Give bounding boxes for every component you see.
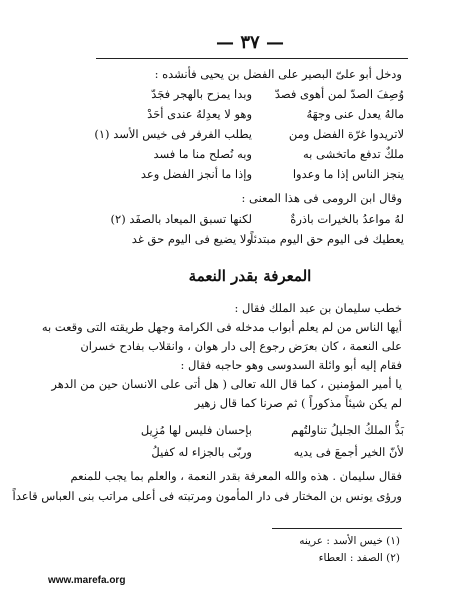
verse-left-hemistich: يطلب الفرفر فى خيس الأسد (١) (94, 127, 252, 141)
paragraph-line: أيها الناس من لم يعلم أبواب مدخله فى الكرامة وجهل طريقته التى وقعت به (41, 320, 402, 334)
verse-row (104, 145, 404, 163)
verse-row (104, 105, 404, 123)
paragraph-line: لم يكن شيئاً مذكوراً ) ثم صرنا كما قال زهير (194, 396, 402, 410)
verse-row (104, 165, 404, 183)
header-rule (96, 58, 408, 59)
verse-left-hemistich: وبدا يمزح بالهجر فجَدّ (151, 87, 252, 101)
footnote: (٢) الصفد : العطاء (318, 552, 400, 564)
poem-intro-1: ودخل أبو علىّ البصير على الفضل بن يحيى فأنشده : (154, 67, 402, 81)
verse-row (94, 125, 404, 143)
verse-row (104, 230, 404, 248)
verse-right-hemistich: ملكٌ تدفع ماتخشى به (303, 147, 404, 161)
verse-row (104, 210, 404, 228)
verse-right-hemistich: وُصِفَ الصدّ لمن أهوى فصدّ (274, 87, 404, 101)
poem-intro-2: وقال ابن الرومى فى هذا المعنى : (241, 191, 402, 205)
paragraph-line: يا أمير المؤمنين ، كما قال الله تعالى ( هل أتى على الانسان حين من الدهر (51, 377, 402, 391)
page-number: — ٣٧ — (216, 32, 284, 53)
source-url: www.marefa.org (48, 575, 126, 586)
verse-right-hemistich: لأنّ الخير أجمعَ فى يديه (293, 445, 404, 459)
verse-left-hemistich: لكنها تسبق الميعاد بالصفَد (٢) (110, 212, 252, 226)
verse-right-hemistich: لاتريدوا غرّة الفضل ومن (288, 127, 404, 141)
section-title: المعرفة بقدر النعمة (188, 267, 312, 285)
paragraph-line: على النعمة ، كان بعرَض رجوع إلى دار هوان ، وانقلاب بفادح خسران (80, 339, 402, 353)
verse-right-hemistich: بَذُّ الملكُ الجليلُ تناولتُهم (291, 423, 404, 437)
verse-right-hemistich: مالهُ يعدل عنى وجهَهُ (306, 107, 404, 121)
verse-left-hemistich: بإحسان فليس لها مُزِيل (140, 423, 252, 437)
verse-row (104, 421, 404, 439)
verse-row (104, 85, 404, 103)
verse-left-hemistich: وإذا ما أنجز الفضل وعد (140, 167, 252, 181)
paragraph-line: فقال سليمان . هذه والله المعرفة بقدر النعمة ، والعلم بما يجب للمنعم (70, 469, 402, 483)
verse-left-hemistich: وهو لا يعدِلهُ عندى أحَدْ (147, 107, 252, 121)
footnote-rule (272, 528, 402, 529)
verse-left-hemistich: وربّى بالجزاء له كفيلُ (151, 445, 252, 459)
footnote: (١) خيس الأسد : عرينه (299, 535, 400, 547)
paragraph-line: فقام إليه أبو وائلة السدوسى وهو حاجبه فقال : (180, 358, 402, 372)
verse-right-hemistich: لهُ مواعدُ بالخيرات باذرةٌ (290, 212, 404, 226)
verse-row (104, 443, 404, 461)
verse-right-hemistich: يعطيك فى اليوم حق اليوم مبتدئاً (250, 232, 404, 246)
verse-right-hemistich: ينجز الناس إذا ما وعدوا (292, 167, 404, 181)
verse-left-hemistich: ولا يضيع فى اليوم حق غد (131, 232, 252, 246)
verse-left-hemistich: وبه نُصلح منا ما فسد (153, 147, 252, 161)
paragraph-line: ورؤى يونس بن المختار فى دار المأمون ومرتبته فى أعلى مراتب بنى العباس قاعداً (12, 489, 402, 503)
paragraph-line: خطب سليمان بن عبد الملك فقال : (234, 301, 402, 315)
